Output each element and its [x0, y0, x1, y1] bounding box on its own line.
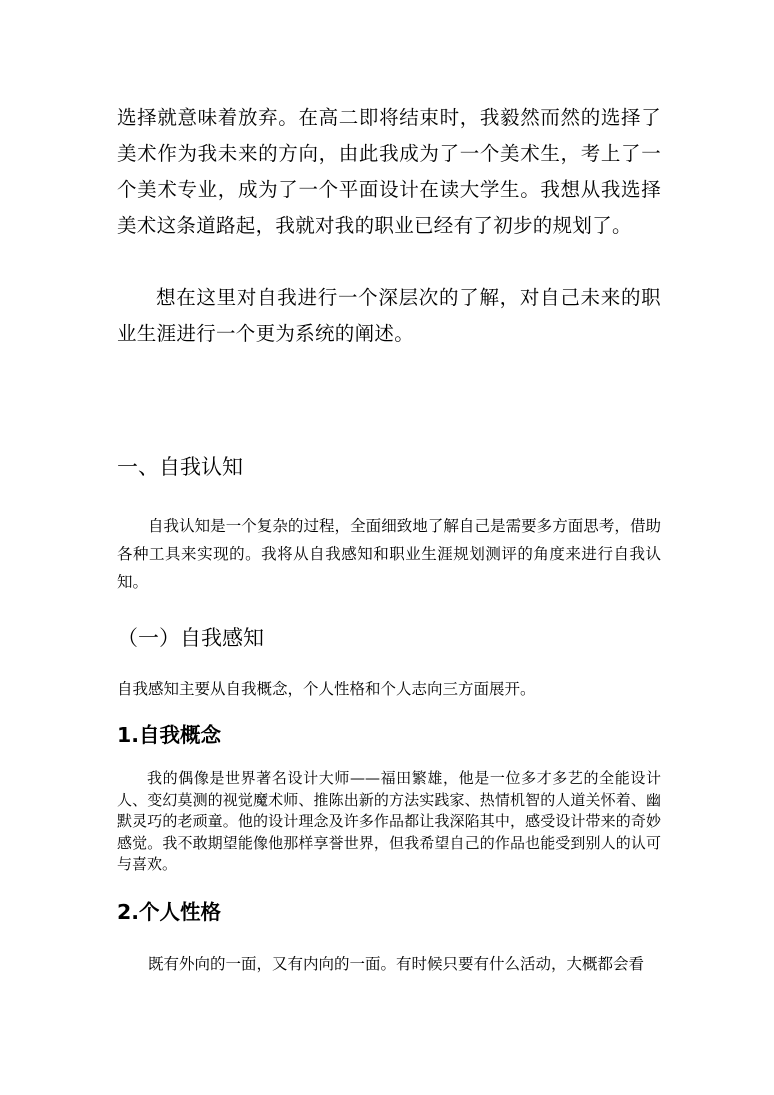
intro-paragraph-1: 选择就意味着放弃。在高二即将结束时，我毅然而然的选择了美术作为我未来的方向，由此我成为了一个美术生，考上了一个美术专业，成为了一个平面设计在读大学生。我想从我选择美术这条道路起，我就对我的职业已经有了初步的规划了。: [117, 106, 661, 237]
section-heading-self-cognition: 一、自我认知: [117, 455, 243, 479]
item-paragraph-self-concept: 我的偶像是世界著名设计大师——福田繁雄，他是一位多才多艺的全能设计人、变幻莫测的视觉魔术师、推陈出新的方法实践家、热情机智的人道关怀着、幽默灵巧的老顽童。他的设计理念及许多作品都让我深陷其中，感受设计带来的奇妙感觉。我不敢期望能像他那样享誉世界，但我希望自己的作品也能受到别人的认可与喜欢。: [117, 769, 661, 873]
subsection-heading-self-perception: （一）自我感知: [117, 626, 264, 650]
item-heading-self-concept: 1.自我概念: [117, 723, 222, 747]
section-paragraph-self-cognition: 自我认知是一个复杂的过程，全面细致地了解自己是需要多方面思考，借助各种工具来实现的。我将从自我感知和职业生涯规划测评的角度来进行自我认知。: [117, 517, 661, 591]
subsection-paragraph-self-perception: 自我感知主要从自我概念，个人性格和个人志向三方面展开。: [117, 680, 536, 698]
intro-paragraph-2: 想在这里对自我进行一个深层次的了解，对自己未来的职业生涯进行一个更为系统的阐述。: [117, 286, 661, 345]
item-heading-personality: 2.个人性格: [117, 900, 222, 924]
item-paragraph-personality: 既有外向的一面，又有内向的一面。有时候只要有什么活动，大概都会看: [148, 955, 645, 973]
